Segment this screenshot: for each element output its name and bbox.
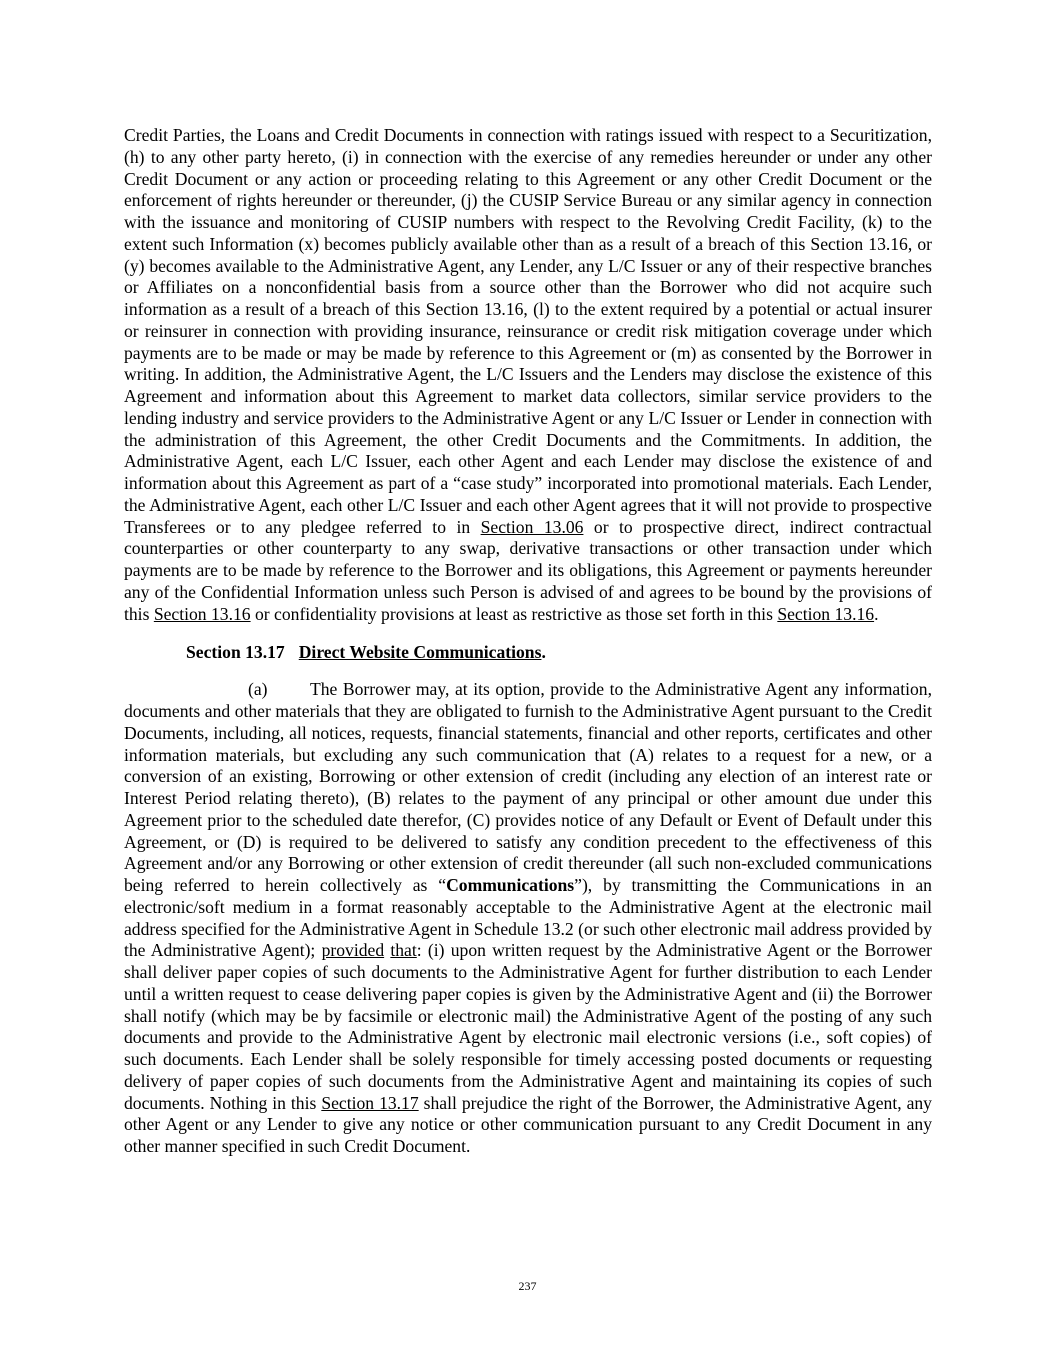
- section-13-17-reference: Section 13.17: [321, 1092, 419, 1113]
- section-13-16-reference: Section 13.16: [153, 603, 251, 624]
- communications-defined-term: Communications: [446, 875, 575, 895]
- para2-text-4: : (i) upon written request by the Administrative Agent or the Borrower shall deliver paper copies of such documents to the Administrative Agent for further distribution to each Lender until a written request to cease delivering paper copies is given by the Administrative Agent and (ii) the Borrower shall notify (which may be by facsimile or electronic mail) the Administrative Agent of the posting of any such documents and provide to the Administrative Agent by electronic mail electronic versions (i.e., soft copies) of such documents. Each Lender shall be solely responsible for timely accessing posted documents or requesting delivery of paper copies of such documents from the Administrative Agent and maintaining its copies of such documents. Nothing in this: [124, 940, 932, 1113]
- provided-term: provided: [321, 940, 385, 961]
- that-term: that: [390, 940, 417, 961]
- para1-text-1: Credit Parties, the Loans and Credit Documents in connection with ratings issued with respect to a Securitization, (h) to any other party hereto, (i) in connection with the exercise of any remedies hereunder or under any other Credit Document or any action or proceeding relating to this Agreement or any other Credit Document or the enforcement of rights hereunder or thereunder, (j) the CUSIP Service Bureau or any similar agency in connection with the issuance and monitoring of CUSIP numbers with respect to the Revolving Credit Facility, (k) to the extent such Information (x) becomes publicly available other than as a result of a breach of this Section 13.16, or (y) becomes available to the Administrative Agent, any Lender, any L/C Issuer or any of their respective branches or Affiliates on a nonconfidential basis from a source other than the Borrower who did not acquire such information as a result of a breach of this Section 13.16, (l) to the extent required by a potential or actual insurer or reinsurer in connection with providing insurance, reinsurance or credit risk mitigation coverage under which payments are to be made or may be made by reference to this Agreement or (m) as consented by the Borrower in writing. In addition, the Administrative Agent, the L/C Issuers and the Lenders may disclose the existence of this Agreement and information about this Agreement to market data collectors, similar service providers to the lending industry and service providers to the Administrative Agent or any L/C Issuer or Lender in connection with the administration of this Agreement, the other Credit Documents and the Commitments. In addition, the Administrative Agent, each L/C Issuer, each other Agent and each Lender may disclose the existence of and information about this Agreement as part of a “case study” incorporated into promotional materials. Each Lender, the Administrative Agent, each other L/C Issuer and each other Agent agrees that it will not provide to prospective Transferees or to any pledgee referred to in: [124, 125, 932, 537]
- para1-text-4: .: [874, 603, 879, 624]
- communications-paragraph: [124, 679, 932, 1158]
- section-number: Section 13.17: [186, 642, 285, 663]
- section-heading: [186, 641, 932, 663]
- para1-text-3: or confidentiality provisions at least as restrictive as those set forth in this: [250, 603, 778, 624]
- para2-text-2: ”), by transmitting the Communications in an electronic/soft medium in a format reasonably acceptable to the Administrative Agent at the electronic mail address specified for the Administrative Agent in Schedule 13.2 (or such other electronic mail address provided by the Administrative Agent);: [124, 875, 932, 961]
- section-title-period: .: [541, 642, 546, 663]
- clause-label: (a): [248, 679, 268, 700]
- para2-text-1: The Borrower may, at its option, provide to the Administrative Agent any information, documents and other materials that they are obligated to furnish to the Administrative Agent pursuant to the Credit Documents, including, all notices, requests, financial statements, financial and other reports, certificates and other information materials, but excluding any such communication that (A) relates to a request for a new, or a conversion of an existing, Borrowing or other extension of credit (including any election of an interest rate or Interest Period relating thereto), (B) relates to the payment of any principal or other amount due under this Agreement prior to the scheduled date therefor, (C) provides notice of any Default or Event of Default under this Agreement, or (D) is required to be delivered to satisfy any condition precedent to the effectiveness of this Agreement and/or any Borrowing or other extension of credit thereunder (all such non-excluded communications being referred to herein collectively as “: [124, 679, 932, 895]
- section-13-06-reference: Section 13.06: [480, 516, 584, 537]
- page-number: 237: [518, 1279, 537, 1293]
- document-page: [124, 125, 932, 1158]
- section-13-16-reference-2: Section 13.16: [777, 603, 875, 624]
- confidentiality-paragraph: [124, 125, 932, 625]
- section-title: Direct Website Communications: [298, 642, 542, 663]
- para1-text-2: or to prospective direct, indirect contractual counterparties or other counterparty to any swap, derivative transactions or other transaction under which payments are to be made by reference to the Borrower and its obligations, this Agreement or payments hereunder any of the Confidential Information unless such Person is advised of and agrees to be bound by the provisions of this: [124, 516, 932, 624]
- para2-text-5: shall prejudice the right of the Borrower, the Administrative Agent, any other Agent or any Lender to give any notice or other communication pursuant to any Credit Document in any other manner specified in such Credit Document.: [124, 1092, 932, 1156]
